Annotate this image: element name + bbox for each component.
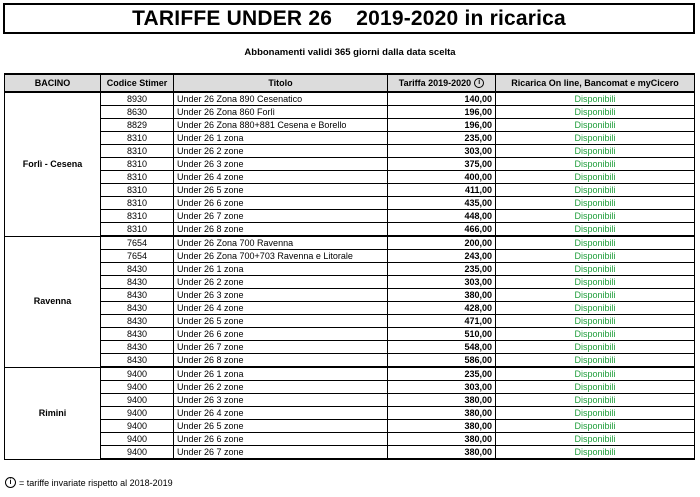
titolo-cell: Under 26 4 zone xyxy=(174,407,388,420)
ricarica-cell: Disponibili xyxy=(496,145,695,158)
table-row xyxy=(5,367,695,381)
tariffa-cell: 140,00 xyxy=(388,92,496,106)
tariffa-cell: 400,00 xyxy=(388,171,496,184)
footnote xyxy=(5,477,173,488)
header-codice-stimer: Codice Stimer xyxy=(101,74,174,92)
codice-cell: 8430 xyxy=(101,341,174,354)
header-bacino: BACINO xyxy=(5,74,101,92)
codice-cell: 9400 xyxy=(101,407,174,420)
titolo-cell: Under 26 7 zone xyxy=(174,210,388,223)
table-row xyxy=(5,315,695,328)
titolo-cell: Under 26 2 zone xyxy=(174,381,388,394)
tariffa-cell: 380,00 xyxy=(388,433,496,446)
titolo-cell: Under 26 7 zone xyxy=(174,341,388,354)
table-row xyxy=(5,223,695,237)
tariffa-cell: 435,00 xyxy=(388,197,496,210)
codice-cell: 8829 xyxy=(101,119,174,132)
header-tariffa-label: Tariffa 2019-2020 xyxy=(398,77,472,88)
ricarica-cell: Disponibili xyxy=(496,197,695,210)
ricarica-cell: Disponibili xyxy=(496,263,695,276)
codice-cell: 8310 xyxy=(101,132,174,145)
table-row xyxy=(5,106,695,119)
tariffa-cell: 196,00 xyxy=(388,106,496,119)
titolo-cell: Under 26 8 zone xyxy=(174,223,388,237)
ricarica-cell: Disponibili xyxy=(496,407,695,420)
titolo-cell: Under 26 4 zone xyxy=(174,302,388,315)
codice-cell: 8310 xyxy=(101,223,174,237)
tariffe-table xyxy=(4,73,695,460)
table-body xyxy=(5,92,695,459)
table-row xyxy=(5,197,695,210)
titolo-cell: Under 26 5 zone xyxy=(174,315,388,328)
titolo-cell: Under 26 2 zone xyxy=(174,145,388,158)
table-row xyxy=(5,132,695,145)
ricarica-cell: Disponibili xyxy=(496,289,695,302)
ricarica-cell: Disponibili xyxy=(496,92,695,106)
titolo-cell: Under 26 Zona 880+881 Cesena e Borello xyxy=(174,119,388,132)
titolo-cell: Under 26 Zona 860 Forlì xyxy=(174,106,388,119)
bacino-cell: Forlì - Cesena xyxy=(5,92,101,236)
tariffa-cell: 380,00 xyxy=(388,407,496,420)
info-icon: i xyxy=(474,78,484,88)
bacino-cell: Ravenna xyxy=(5,236,101,367)
titolo-cell: Under 26 6 zone xyxy=(174,197,388,210)
table-row xyxy=(5,236,695,250)
ricarica-cell: Disponibili xyxy=(496,236,695,250)
tariffa-cell: 380,00 xyxy=(388,446,496,460)
codice-cell: 9400 xyxy=(101,367,174,381)
codice-cell: 9400 xyxy=(101,446,174,460)
footnote-text: = tariffe invariate rispetto al 2018-2019 xyxy=(19,477,173,488)
ricarica-cell: Disponibili xyxy=(496,302,695,315)
ricarica-cell: Disponibili xyxy=(496,341,695,354)
table-row xyxy=(5,394,695,407)
table-row xyxy=(5,184,695,197)
tariffa-cell: 586,00 xyxy=(388,354,496,368)
codice-cell: 8430 xyxy=(101,263,174,276)
titolo-cell: Under 26 6 zone xyxy=(174,433,388,446)
codice-cell: 7654 xyxy=(101,250,174,263)
tariffa-cell: 380,00 xyxy=(388,394,496,407)
tariffa-cell: 243,00 xyxy=(388,250,496,263)
tariffa-cell: 303,00 xyxy=(388,145,496,158)
table-row xyxy=(5,92,695,106)
codice-cell: 8430 xyxy=(101,354,174,368)
titolo-cell: Under 26 3 zone xyxy=(174,289,388,302)
ricarica-cell: Disponibili xyxy=(496,354,695,368)
titolo-cell: Under 26 5 zone xyxy=(174,184,388,197)
ricarica-cell: Disponibili xyxy=(496,276,695,289)
titolo-cell: Under 26 1 zona xyxy=(174,263,388,276)
titolo-cell: Under 26 1 zona xyxy=(174,132,388,145)
codice-cell: 8430 xyxy=(101,328,174,341)
table-row xyxy=(5,158,695,171)
codice-cell: 8310 xyxy=(101,158,174,171)
table-row xyxy=(5,171,695,184)
ricarica-cell: Disponibili xyxy=(496,446,695,460)
codice-cell: 8310 xyxy=(101,145,174,158)
titolo-cell: Under 26 6 zone xyxy=(174,328,388,341)
table-row xyxy=(5,354,695,368)
tariffa-cell: 235,00 xyxy=(388,367,496,381)
codice-cell: 8310 xyxy=(101,197,174,210)
table-row xyxy=(5,433,695,446)
codice-cell: 8310 xyxy=(101,210,174,223)
tariffa-cell: 235,00 xyxy=(388,132,496,145)
codice-cell: 8430 xyxy=(101,276,174,289)
tariffa-cell: 303,00 xyxy=(388,381,496,394)
page-title: TARIFFE UNDER 26 2019-2020 in ricarica xyxy=(132,6,566,30)
ricarica-cell: Disponibili xyxy=(496,106,695,119)
table-row xyxy=(5,328,695,341)
codice-cell: 9400 xyxy=(101,433,174,446)
codice-cell: 7654 xyxy=(101,236,174,250)
tariffa-cell: 380,00 xyxy=(388,420,496,433)
ricarica-cell: Disponibili xyxy=(496,381,695,394)
tariffa-cell: 235,00 xyxy=(388,263,496,276)
ricarica-cell: Disponibili xyxy=(496,171,695,184)
footnote-info-icon: i xyxy=(5,477,16,488)
subtitle: Abbonamenti validi 365 giorni dalla data scelta xyxy=(244,47,456,58)
titolo-cell: Under 26 3 zone xyxy=(174,394,388,407)
titolo-cell: Under 26 2 zone xyxy=(174,276,388,289)
table-row xyxy=(5,446,695,460)
tariffa-cell: 548,00 xyxy=(388,341,496,354)
tariffa-cell: 471,00 xyxy=(388,315,496,328)
header-titolo: Titolo xyxy=(174,74,388,92)
table-header-row xyxy=(5,74,695,92)
ricarica-cell: Disponibili xyxy=(496,210,695,223)
titolo-cell: Under 26 7 zone xyxy=(174,446,388,460)
bacino-cell: Rimini xyxy=(5,367,101,459)
header-tariffa xyxy=(388,74,496,92)
codice-cell: 8630 xyxy=(101,106,174,119)
codice-cell: 9400 xyxy=(101,420,174,433)
tariffa-cell: 200,00 xyxy=(388,236,496,250)
tariffa-cell: 428,00 xyxy=(388,302,496,315)
tariffa-cell: 303,00 xyxy=(388,276,496,289)
ricarica-cell: Disponibili xyxy=(496,184,695,197)
table-row xyxy=(5,341,695,354)
table-row xyxy=(5,145,695,158)
codice-cell: 8310 xyxy=(101,184,174,197)
codice-cell: 8430 xyxy=(101,315,174,328)
tariffa-cell: 466,00 xyxy=(388,223,496,237)
titolo-cell: Under 26 Zona 700 Ravenna xyxy=(174,236,388,250)
table-row xyxy=(5,289,695,302)
ricarica-cell: Disponibili xyxy=(496,328,695,341)
tariffa-cell: 411,00 xyxy=(388,184,496,197)
titolo-cell: Under 26 3 zone xyxy=(174,158,388,171)
titolo-cell: Under 26 8 zone xyxy=(174,354,388,368)
table-row xyxy=(5,407,695,420)
header-ricarica: Ricarica On line, Bancomat e myCicero xyxy=(496,74,695,92)
table-row xyxy=(5,250,695,263)
ricarica-cell: Disponibili xyxy=(496,132,695,145)
codice-cell: 8430 xyxy=(101,289,174,302)
ricarica-cell: Disponibili xyxy=(496,250,695,263)
table-row xyxy=(5,210,695,223)
tariffa-cell: 380,00 xyxy=(388,289,496,302)
table-row xyxy=(5,263,695,276)
ricarica-cell: Disponibili xyxy=(496,420,695,433)
titolo-cell: Under 26 Zona 890 Cesenatico xyxy=(174,92,388,106)
ricarica-cell: Disponibili xyxy=(496,158,695,171)
ricarica-cell: Disponibili xyxy=(496,394,695,407)
titolo-cell: Under 26 4 zone xyxy=(174,171,388,184)
ricarica-cell: Disponibili xyxy=(496,315,695,328)
titolo-cell: Under 26 1 zona xyxy=(174,367,388,381)
titolo-cell: Under 26 Zona 700+703 Ravenna e Litorale xyxy=(174,250,388,263)
codice-cell: 9400 xyxy=(101,394,174,407)
codice-cell: 9400 xyxy=(101,381,174,394)
page-title-box xyxy=(3,3,695,34)
ricarica-cell: Disponibili xyxy=(496,223,695,237)
ricarica-cell: Disponibili xyxy=(496,433,695,446)
codice-cell: 8310 xyxy=(101,171,174,184)
titolo-cell: Under 26 5 zone xyxy=(174,420,388,433)
tariffa-cell: 375,00 xyxy=(388,158,496,171)
tariffa-cell: 196,00 xyxy=(388,119,496,132)
codice-cell: 8430 xyxy=(101,302,174,315)
ricarica-cell: Disponibili xyxy=(496,367,695,381)
table-row xyxy=(5,302,695,315)
codice-cell: 8930 xyxy=(101,92,174,106)
table-row xyxy=(5,420,695,433)
table-row xyxy=(5,119,695,132)
table-row xyxy=(5,276,695,289)
tariffa-cell: 448,00 xyxy=(388,210,496,223)
table-row xyxy=(5,381,695,394)
tariffa-cell: 510,00 xyxy=(388,328,496,341)
ricarica-cell: Disponibili xyxy=(496,119,695,132)
